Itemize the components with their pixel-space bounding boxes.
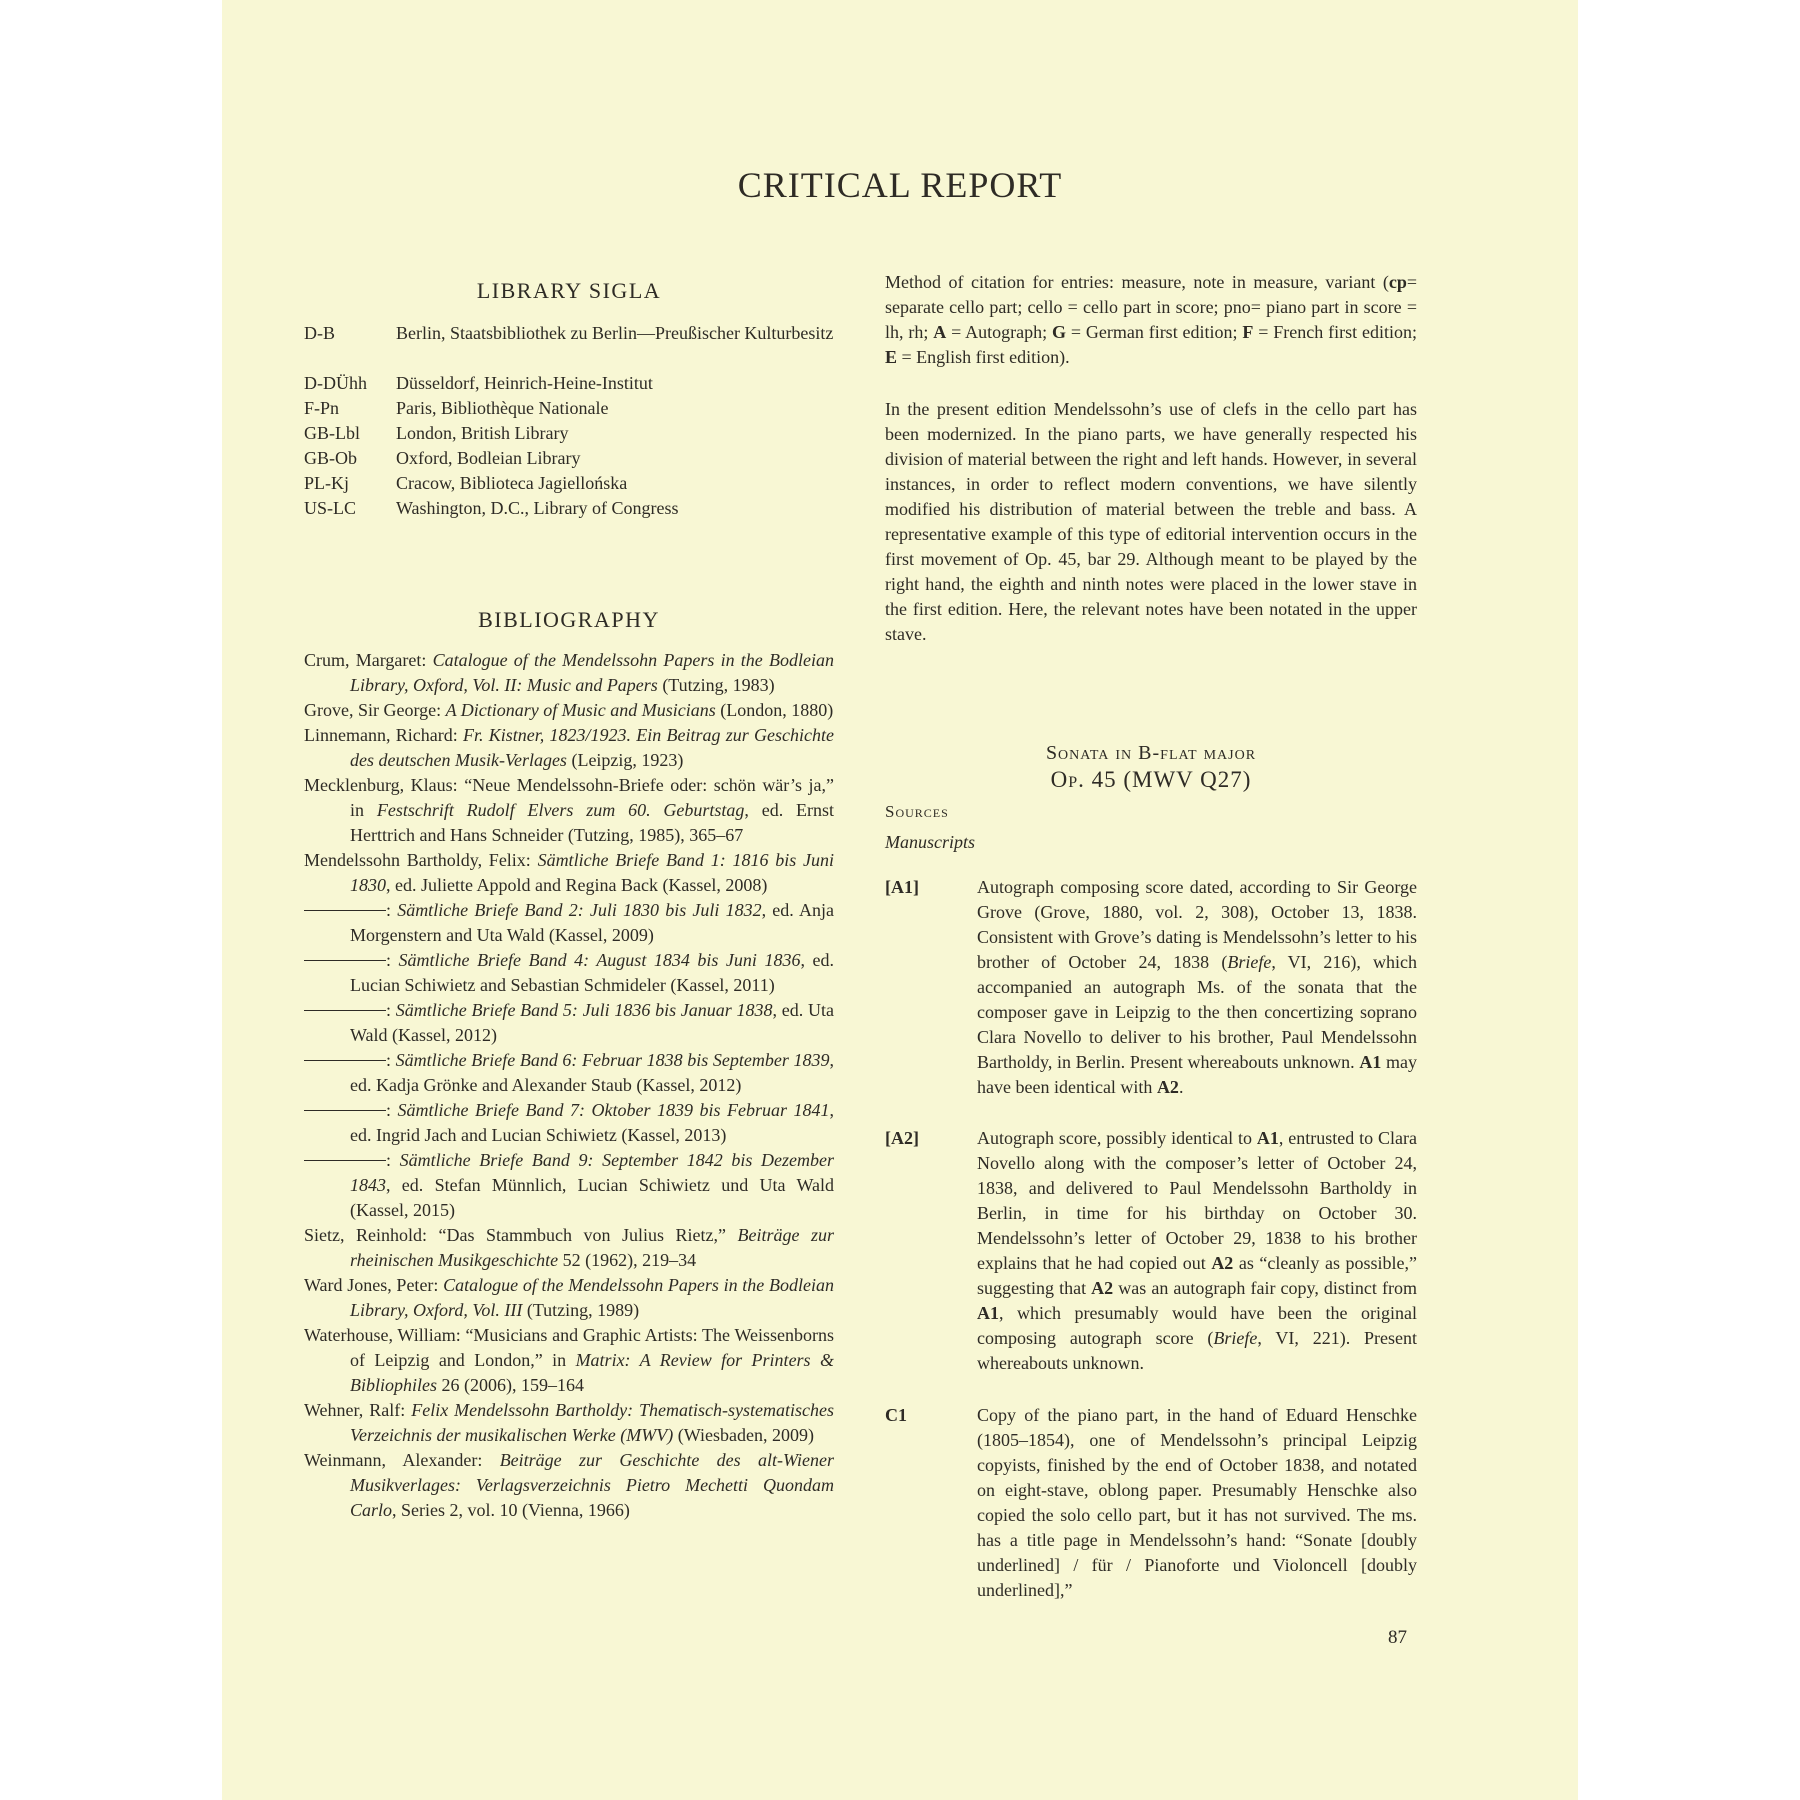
sigla-desc: Berlin, Staatsbibliothek zu Berlin—Preußischer Kulturbesitz xyxy=(396,323,834,343)
bib-title: Catalogue of the Mendelssohn Papers in the Bodleian Library, Oxford, Vol. III xyxy=(350,1275,834,1320)
bibliography-entry xyxy=(304,948,834,998)
sigla-code: PL-Kj xyxy=(304,473,349,493)
text-run-bold: A1 xyxy=(977,1303,999,1323)
page-number: 87 xyxy=(1388,1627,1407,1648)
bib-author: : xyxy=(386,900,398,920)
bib-title: Sämtliche Briefe Band 9: September 1842 bis Dezember 1843 xyxy=(350,1150,834,1195)
sonata-title xyxy=(885,740,1417,794)
bib-author: : xyxy=(386,1000,396,1020)
bibliography-entry xyxy=(304,998,834,1048)
bibliography-entry xyxy=(304,1048,834,1098)
bib-rest: , ed. Ernst Herttrich and Hans Schneider (Tutzing, 1985), 365–67 xyxy=(350,800,835,845)
ditto-rule xyxy=(304,909,386,911)
ditto-rule xyxy=(304,1109,386,1111)
bib-author: : xyxy=(386,1100,398,1120)
text-run-italic: Briefe xyxy=(1227,952,1272,972)
source-description xyxy=(977,875,1417,1100)
sigla-code: GB-Ob xyxy=(304,448,357,468)
text-run-bold: G xyxy=(1051,322,1066,342)
sigla-desc: London, British Library xyxy=(396,423,569,443)
bib-rest: , ed. Juliette Appold and Regina Back (Kassel, 2008) xyxy=(386,875,768,895)
bib-author: Wehner, Ralf: xyxy=(304,1400,412,1420)
text-run-bold: A2 xyxy=(1211,1253,1234,1273)
bib-author: Ward Jones, Peter: xyxy=(304,1275,444,1295)
source-code: C1 xyxy=(885,1405,907,1425)
sigla-desc: Düsseldorf, Heinrich-Heine-Institut xyxy=(396,373,653,393)
text-run-italic: Briefe xyxy=(1213,1328,1258,1348)
bib-title: Sämtliche Briefe Band 6: Februar 1838 bis September 1839 xyxy=(395,1050,830,1070)
text-run: = Autograph; xyxy=(946,322,1052,342)
text-run: = separate cello part; cello = cello part in score; pno= piano part in score = lh, rh; xyxy=(885,272,1417,342)
bib-author: Weinmann, Alexander: xyxy=(304,1450,500,1470)
ditto-rule xyxy=(304,959,386,961)
text-run-bold: A2 xyxy=(1091,1278,1114,1298)
bib-title: Fr. Kistner, 1823/1923. Ein Beitrag zur Geschichte des deutschen Musik-Verlages xyxy=(350,725,834,770)
sigla-row xyxy=(304,321,834,371)
text-run: may have been identical with xyxy=(977,1052,1417,1097)
source-code: [A1] xyxy=(885,877,919,897)
sonata-title-line2: Op. 45 (MWV Q27) xyxy=(1050,767,1252,792)
sigla-code: F-Pn xyxy=(304,398,340,418)
bibliography-entry xyxy=(304,1148,834,1223)
text-run-bold: A1 xyxy=(1359,1052,1382,1072)
citation-method-paragraph xyxy=(885,270,1417,370)
sigla-desc: Paris, Bibliothèque Nationale xyxy=(396,398,609,418)
bib-rest: (Leipzig, 1923) xyxy=(566,750,684,770)
text-run-bold: cp xyxy=(1388,272,1407,292)
bib-title: Sämtliche Briefe Band 4: August 1834 bis Juni 1836 xyxy=(398,950,801,970)
bibliography-entry xyxy=(304,723,834,773)
bib-rest: , ed. Stefan Münnlich, Lucian Schiwietz und Uta Wald (Kassel, 2015) xyxy=(350,1175,834,1220)
text-run: . xyxy=(1178,1077,1184,1097)
bib-rest: , ed. Anja Morgenstern and Uta Wald (Kassel, 2009) xyxy=(350,900,834,945)
bib-author: : xyxy=(386,950,399,970)
bibliography-entry xyxy=(304,1098,834,1148)
text-run: Autograph score, possibly identical to xyxy=(977,1128,1257,1148)
bib-rest: , ed. Uta Wald (Kassel, 2012) xyxy=(350,1000,834,1045)
ditto-rule xyxy=(304,1009,386,1011)
bib-rest: 26 (2006), 159–164 xyxy=(437,1375,584,1395)
manuscripts-label: Manuscripts xyxy=(885,832,975,852)
text-run: was an autograph fair copy, distinct from xyxy=(1113,1278,1417,1298)
bib-title: Sämtliche Briefe Band 7: Oktober 1839 bis Februar 1841 xyxy=(397,1100,830,1120)
bib-title: Sämtliche Briefe Band 1: 1816 bis Juni 1830 xyxy=(350,850,834,895)
bib-title: Matrix: A Review for Printers & Bibliophiles xyxy=(350,1350,834,1395)
bib-title: Sämtliche Briefe Band 5: Juli 1836 bis Januar 1838 xyxy=(395,1000,773,1020)
bib-title: A Dictionary of Music and Musicians xyxy=(445,700,716,720)
clefs-paragraph: In the present edition Mendelssohn’s use of clefs in the cello part has been modernized. In the piano parts, we have generally respected his division of material between the right and left hands. However, in several instances, in order to reflect modern conventions, we have silently modified his distribution of material between the treble and bass. A representative example of this type of editorial intervention occurs in the first movement of Op. 45, bar 29. Although meant to be played by the right hand, the eighth and ninth notes were placed in the lower stave in the first edition. Here, the relevant notes have been notated in the upper stave. xyxy=(885,399,1417,644)
bibliography-entry xyxy=(304,1223,834,1273)
library-sigla-heading: LIBRARY SIGLA xyxy=(476,278,662,303)
sources-label: Sources xyxy=(885,802,949,821)
sigla-code: GB-Lbl xyxy=(304,423,360,443)
bibliography-entry xyxy=(304,648,834,698)
bib-title: Catalogue of the Mendelssohn Papers in the Bodleian Library, Oxford, Vol. II: Music and Papers xyxy=(350,650,834,695)
text-run: = English first edition). xyxy=(897,347,1070,367)
bib-author: : xyxy=(386,1050,396,1070)
bib-author: Mecklenburg, Klaus: “Neue Mendelssohn-Briefe oder: schön wär’s ja,” in xyxy=(304,775,834,820)
bib-rest: 52 (1962), 219–34 xyxy=(558,1250,697,1270)
text-run-bold: A1 xyxy=(1256,1128,1279,1148)
sigla-desc: Oxford, Bodleian Library xyxy=(396,448,581,468)
bib-title: Sämtliche Briefe Band 2: Juli 1830 bis Juli 1832 xyxy=(397,900,762,920)
ditto-rule xyxy=(304,1059,386,1061)
bib-rest: , ed. Lucian Schiwietz and Sebastian Schmideler (Kassel, 2011) xyxy=(350,950,834,995)
text-run: Method of citation for entries: measure, note in measure, variant ( xyxy=(885,272,1389,292)
sigla-desc: Cracow, Biblioteca Jagiellońska xyxy=(396,473,628,493)
bib-rest: (Wiesbaden, 2009) xyxy=(673,1425,814,1445)
bibliography-heading: BIBLIOGRAPHY xyxy=(478,607,660,632)
bib-author: Mendelssohn Bartholdy, Felix: xyxy=(304,850,538,870)
bib-title: Festschrift Rudolf Elvers zum 60. Geburtstag xyxy=(376,800,745,820)
text-run: Autograph composing score dated, according to Sir George Grove (Grove, 1880, vol. 2, 308), October 13, 1838. Consistent with Grove’s dating is Mendelssohn’s letter to his brother of October 24, 1838 ( xyxy=(977,877,1417,972)
source-description: Copy of the piano part, in the hand of Eduard Henschke (1805–1854), one of Mendelssohn’s principal Leipzig copyists, finished by the end of October 1838, and notated on eight-stave, oblong paper. Presumably Henschke also copied the solo cello part, but it has not survived. The ms. has a title page in Mendelssohn’s hand: “Sonate [doubly underlined] / für / Pianoforte und Violoncell [doubly underlined],” xyxy=(977,1405,1417,1600)
bib-rest: , ed. Kadja Grönke and Alexander Staub (Kassel, 2012) xyxy=(350,1050,834,1095)
bib-author: Sietz, Reinhold: “Das Stammbuch von Julius Rietz,” xyxy=(304,1225,738,1245)
bib-rest: (Tutzing, 1989) xyxy=(522,1300,640,1320)
bib-rest: (London, 1880) xyxy=(715,700,834,720)
bib-title: Beiträge zur Geschichte des alt-Wiener Musikverlages: Verlagsverzeichnis Pietro Mechetti Quondam Carlo xyxy=(350,1450,834,1520)
sigla-desc: Washington, D.C., Library of Congress xyxy=(396,498,679,518)
bib-author: Linnemann, Richard: xyxy=(304,725,463,745)
text-run: = German first edition; xyxy=(1065,322,1243,342)
sigla-code: D-DÜhh xyxy=(304,373,367,393)
bibliography-entry xyxy=(304,848,834,898)
text-run: as “cleanly as possible,” suggesting that xyxy=(977,1253,1417,1298)
bib-author: Crum, Margaret: xyxy=(304,650,433,670)
text-run-bold: F xyxy=(1242,322,1254,342)
text-run: , which presumably would have been the original composing autograph score ( xyxy=(977,1303,1417,1348)
bib-author: : xyxy=(386,1150,400,1170)
page-title: CRITICAL REPORT xyxy=(737,165,1063,205)
bibliography-entry xyxy=(304,698,834,723)
sigla-code: US-LC xyxy=(304,498,357,518)
text-run: , entrusted to Clara Novello along with the composer’s letter of October 24, 1838, and delivered to Paul Mendelssohn Bartholdy in Berlin, in time for his birthday on October 30. Mendelssohn’s letter of October 29, 1838 to his brother explains that he had copied out xyxy=(977,1128,1417,1273)
bibliography-entry xyxy=(304,1273,834,1323)
bib-title: Beiträge zur rheinischen Musikgeschichte xyxy=(350,1225,834,1270)
text-run: , VI, 221). Present whereabouts unknown. xyxy=(977,1328,1417,1373)
bibliography-entry xyxy=(304,1448,834,1523)
bib-rest: , Series 2, vol. 10 (Vienna, 1966) xyxy=(392,1500,630,1520)
bib-title: Felix Mendelssohn Bartholdy: Thematisch-systematisches Verzeichnis der musikalischen Werke (MWV) xyxy=(350,1400,834,1445)
bib-author: Waterhouse, William: “Musicians and Graphic Artists: The Weissenborns of Leipzig and London,” in xyxy=(304,1325,834,1370)
page xyxy=(222,0,1578,1800)
source-code: [A2] xyxy=(885,1128,919,1148)
bib-author: Grove, Sir George: xyxy=(304,700,446,720)
sonata-title-line1: Sonata in B-flat major xyxy=(1045,742,1257,764)
bibliography-entry xyxy=(304,773,834,848)
bibliography-list xyxy=(304,648,834,1523)
bibliography-entry xyxy=(304,898,834,948)
bib-rest: , ed. Ingrid Jach and Lucian Schiwietz (Kassel, 2013) xyxy=(350,1100,834,1145)
text-run: , VI, 216), which accompanied an autograph Ms. of the sonata that the composer gave in Leipzig to the then concertizing soprano Clara Novello to deliver to his brother, Paul Mendelssohn Bartholdy, in Berlin. Present whereabouts unknown. xyxy=(977,952,1417,1072)
text-run-bold: A xyxy=(933,322,947,342)
ditto-rule xyxy=(304,1159,386,1161)
text-run-bold: A2 xyxy=(1156,1077,1179,1097)
bibliography-entry xyxy=(304,1323,834,1398)
bibliography-entry xyxy=(304,1398,834,1448)
bib-rest: (Tutzing, 1983) xyxy=(657,675,775,695)
text-run: = French first edition; xyxy=(1253,322,1417,342)
text-run-bold: E xyxy=(885,347,898,367)
source-description xyxy=(977,1126,1417,1376)
sigla-code: D-B xyxy=(304,323,335,343)
